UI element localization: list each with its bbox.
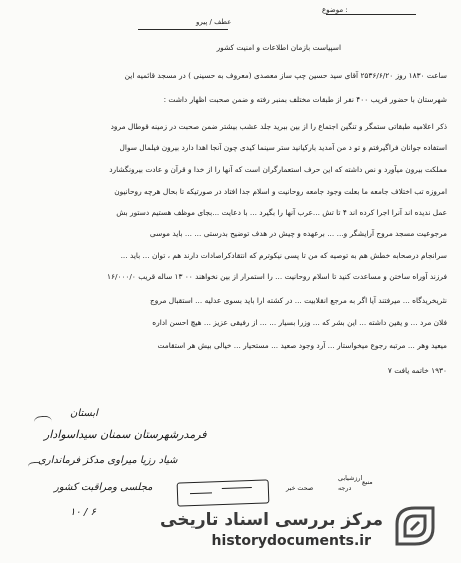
signature-scribble (33, 415, 52, 431)
signature-scribble (28, 462, 43, 474)
body-line: عمل ندیده اند آنرا اجرا کرده اند ۴ تا تش ...عرب آنها را بگیرد ... با دعایت ...بجای موظف هستیم دستور بش (116, 208, 447, 217)
body-line: فلان مرد ... و یقین داشته ... این بشر که ... وزرا بسیار ... ... از رفیقی عزیز ... هیچ احسن اداره (152, 318, 447, 327)
source-label: منبع (362, 478, 373, 486)
ref-line (138, 29, 228, 30)
signature-title: ابستان (70, 408, 98, 419)
signature-line: شیاد رزیا میراوی مدکز فرمانداری (38, 455, 178, 466)
grade-label: درجه (338, 484, 352, 492)
body-line: سرانجام درصحابه خطش هم به توصیه که من تا پسی نیکوترم که انتقادکراصادات دارند هم ، توان ... باید ... (120, 251, 447, 260)
watermark-logo-icon (389, 500, 441, 552)
body-line: ساعت ۱۸۳۰ روز ۲۵۳۶/۶/۲۰ آقای سید حسین چپ ساز معصدی (معروف به حسینی ) در مسجد قائمیه این (124, 71, 447, 80)
body-line: میعید وهر ... مرتبه رجوع میخواستار ... آرد وجود صعید ... مستحیار ... خیالی بیش هر استقامت (157, 341, 447, 350)
body-line: مرجوعیت مسجد مروج آرایشگر و... ... برعهده و چیش در هدف توضیح بدرستی ... ... باید موسی (149, 229, 447, 238)
body-line: اسپیاست بازمان اطلاعات و امنیت کشور (216, 43, 341, 52)
body-line: فرزند آوراه ساختن و مساعدت کنید تا اسلام روحانیت ... را استمرار از بین نخواهند ۰۰ ۱۳ ساله قریب ۱۶/۰۰۰/۰ (107, 272, 447, 281)
stamp-box (177, 479, 270, 506)
body-line: ذکر اعلامیه طبقاتی ستمگر و تنگین اجتماع را از بین ببرید جلد عشب بیشتر ضمن صحبت در زمینه قوطال مرود (110, 122, 447, 131)
body-line: شهرستان با حضور قریب ۴۰۰ نفر از طبقات مختلف بمنبر رفته و ضمن صحبت اظهار داشت : (163, 95, 447, 104)
signature-line: فرمدرشهرستان سمنان سیداسوادار (44, 428, 207, 441)
ref-label: عطف / پیرو (196, 18, 232, 26)
body-line: استفاده جوانان فراگیرفتم و تو د من آمدید بارکیانید ستر سینما کیدی چون آنجا اهدا دارد بیرون فیلمال سوال (119, 143, 447, 152)
subject-line (326, 14, 416, 15)
signature-line: مجلسی ومراقبت کشور (54, 482, 153, 493)
body-line: امروزه تب اختلاف جامعه ما بعلت وجود جامعه روحانیت و اسلام جدا افتاد در صورتیکه تا بحال هرچه روحانیون (114, 187, 447, 196)
body-line: نثریخریدگاه ... میرفتند آیا اگر به مرجع انقلابیت ... در کشته ارا باید بسوی عدلیه ... استقبال مروج (150, 296, 447, 305)
signature-ref: ۶ / ۱۰ (70, 507, 96, 518)
body-line: ۱۹۳۰ خاتمه یافت ۷ (387, 366, 447, 375)
watermark-url: historydocuments.ir (211, 533, 371, 549)
body-line: مملکت بیرون میآورد و نص داشته که این حرف استعمارگران است که آنها را از خدا و قرآن و عادت بیرونگشارد (109, 165, 447, 174)
evaluation-label: ارزشیابی (338, 474, 363, 482)
subject-label: موضوع : (322, 6, 348, 14)
watermark-title: مرکز بررسی اسناد تاریخی (160, 510, 383, 530)
news-accuracy-label: صحت خبر (286, 484, 314, 492)
